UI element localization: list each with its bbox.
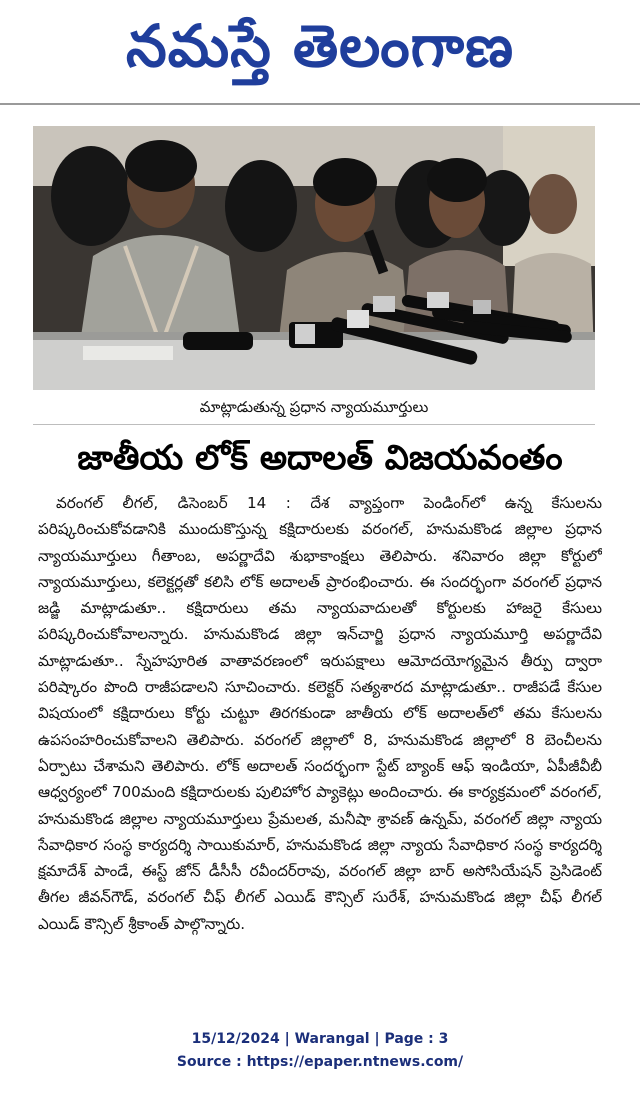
edition-info: 15/12/2024 | Warangal | Page : 3 (191, 1031, 449, 1047)
article-paragraph: వరంగల్ లీగల్, డిసెంబర్ 14 : దేశ వ్యాప్తంగా పెండింగ్‌లో ఉన్న కేసులను పరిష్కరించుకోవడానికి ముందుకొస్తున్న కక్షిదారులకు వరంగల్, హనుమకొండ జిల్లాల ప్రధాన న్యాయమూర్తులు గీతాంబ, అపర్ణాదేవి శుభాకాంక్షలు తెలిపారు. శనివారం జిల్లా కోర్టులో న్యాయమూర్తులు, కలెక్టర్లతో కలిసి లోక్ అదాలత్ ప్రారంభించారు. ఈ సందర్భంగా వరంగల్ ప్రధాన జడ్జి మాట్లాడుతూ.. కక్షిదారులు తమ న్యాయవాదులతో కోర్టులకు హాజరై కేసులు పరిష్కరించుకోవాలన్నారు. హనుమకొండ జిల్లా ఇన్‌చార్జి ప్రధాన న్యాయమూర్తి అపర్ణాదేవి మాట్లాడుతూ.. స్నేహపూరిత వాతావరణంలో ఇరుపక్షాలు ఆమోదయోగ్యమైన తీర్పు ద్వారా పరిష్కారం పొంది రాజీపడాలని సూచించారు. కలెక్టర్ సత్యశారద మాట్లాడుతూ.. రాజీపడే కేసుల విషయంలో కక్షిదారులు కోర్టు చుట్టూ తిరగకుండా జాతీయ లోక్ అదాలత్‌లో తమ కేసులను ఉపసంహరించుకోవాలని తెలిపారు. వరంగల్ జిల్లాలో 8, హనుమకొండ జిల్లాలో 8 బెంచీలను ఏర్పాటు చేశామని తెలిపారు. లోక్ అదాలత్ సందర్భంగా స్టేట్ బ్యాంక్ ఆఫ్ ఇండియా, ఏపీజీవీబీ ఆధ్వర్యంలో 700మంది కక్షిదారులకు పులిహోర ప్యాకెట్లు అందించారు. ఈ కార్యక్రమంలో వరంగల్, హనుమకొండ జిల్లాల న్యాయమూర్తులు ప్రేమలత, మనీషా శ్రావణ్ ఉన్నమ్, వరంగల్ జిల్లా న్యాయ సేవాధికార సంస్థ కార్యదర్శి సాయికుమార్, హనుమకొండ జిల్లా న్యాయ సేవాధికార సంస్థ కార్యదర్శి క్షమాదేశ్ పాండే, ఈస్ట్ జోన్ డీసీసీ రవీందర్‌రావు, వరంగల్ జిల్లా బార్ అసోసియేషన్ ప్రెసిడెంట్ తీగల జీవన్‌గౌడ్, వరంగల్ చీఫ్ లీగల్ ఎయిడ్ కౌన్సిల్ సురేశ్, హనుమకొండ జిల్లా చీఫ్ లీగల్ ఎయిడ్ కౌన్సిల్ శ్రీకాంత్ పాల్గొన్నారు. (38, 494, 602, 933)
masthead (0, 0, 640, 110)
photo-caption: మాట్లాడుతున్న ప్రధాన న్యాయమూర్తులు (33, 390, 595, 425)
press-conference-photo (33, 126, 595, 390)
article-body (38, 490, 602, 1020)
article-headline: జాతీయ లోక్ అదాలత్ విజయవంతం (77, 438, 563, 478)
newspaper-logo: నమస్తే తెలంగాణ (126, 12, 514, 80)
masthead-divider (0, 103, 640, 105)
source-link[interactable]: Source : https://epaper.ntnews.com/ (176, 1054, 464, 1070)
page-footer (0, 1028, 640, 1074)
